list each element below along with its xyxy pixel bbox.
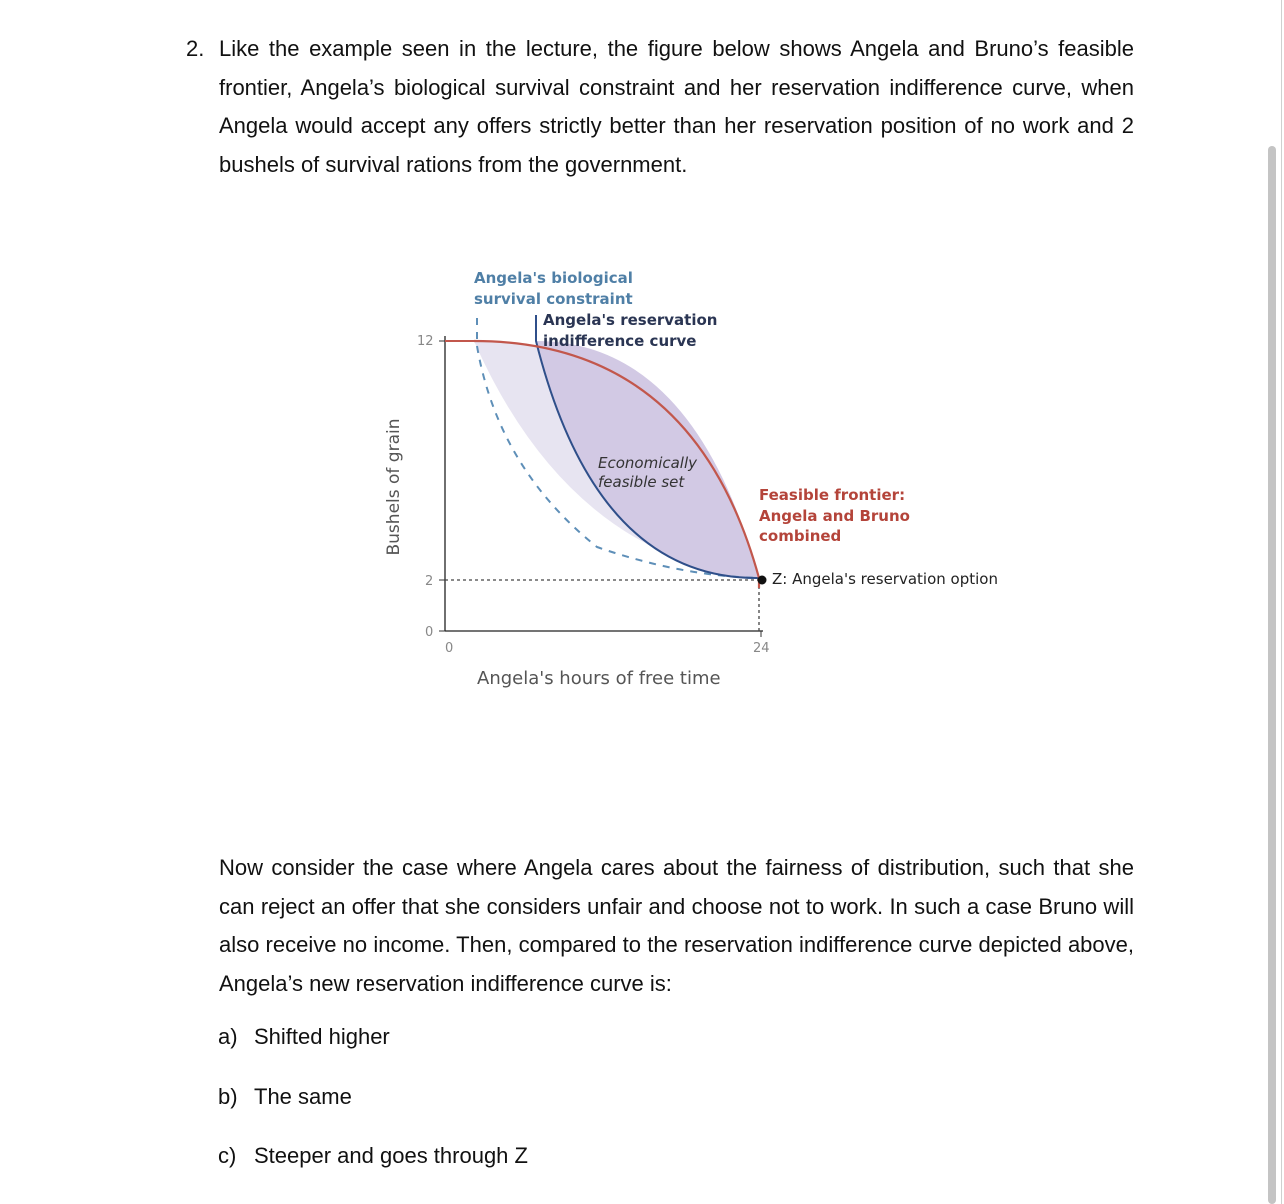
economically-feasible-label-1: Economically [598,454,698,472]
indifference-label-2: indifference curve [543,332,697,350]
question-text: Like the example seen in the lecture, the figure below shows Angela and Bruno’s feasible frontier, Angela’s biological survival constraint and her reservation indifference curve, when Angela would accept any offers strictly better than her reservation position of no work and 2 bushels of survival rations from the government. [219,36,1134,177]
xtick-label-24: 24 [753,641,770,656]
point-z [758,576,767,585]
bio-constraint-label-2: survival constraint [474,290,633,308]
economically-feasible-label-2: feasible set [598,473,685,491]
ytick-label-2: 2 [425,574,434,589]
option-c [218,1143,528,1169]
x-axis-label: Angela's hours of free time [477,668,721,689]
xtick-label-0: 0 [445,641,454,656]
option-c-text: Steeper and goes through Z [254,1143,528,1168]
followup-text: Now consider the case where Angela cares about the fairness of distribution, such that she can reject an offer that she considers unfair and choose not to work. In such a case Bruno will also receive no income. Then, compared to the reservation indifference curve depicted above, Angela’s new reservation indifference curve is: [219,855,1134,996]
option-a-text: Shifted higher [254,1024,390,1049]
z-label: Z: Angela's reservation option [772,570,998,588]
option-a [218,1024,390,1050]
y-axis-label: Bushels of grain [384,418,404,556]
option-c-letter: c) [218,1143,237,1168]
frontier-label-2: Angela and Bruno [759,507,910,525]
ytick-label-0: 0 [425,625,434,640]
option-b-letter: b) [218,1084,238,1109]
frontier-label-3: combined [759,527,842,545]
option-a-letter: a) [218,1024,238,1049]
frontier-label-1: Feasible frontier: [759,486,906,504]
bio-constraint-label-1: Angela's biological [474,269,633,287]
ytick-label-12: 12 [417,334,434,349]
question-number: 2. [186,36,205,61]
option-b-text: The same [254,1084,352,1109]
indifference-label-1: Angela's reservation [543,311,718,329]
option-b [218,1084,352,1110]
